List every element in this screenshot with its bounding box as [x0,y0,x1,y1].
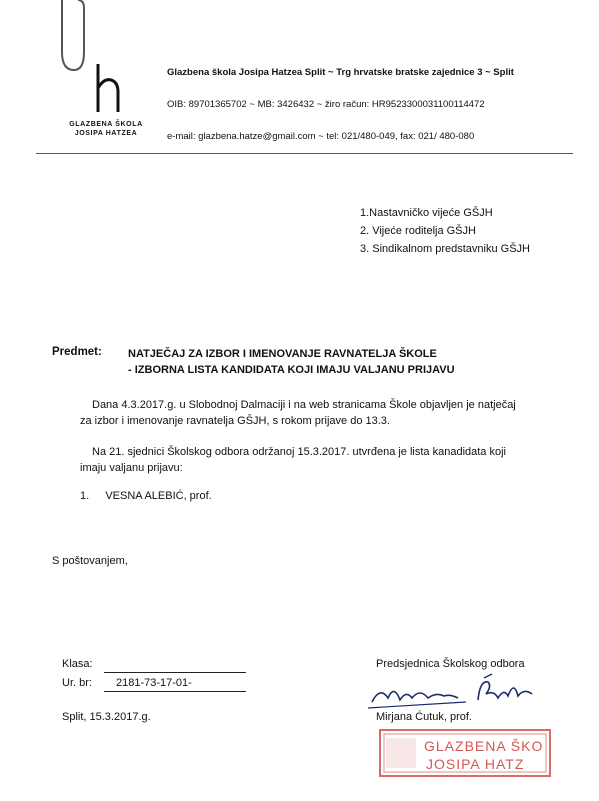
header-address: Glazbena škola Josipa Hatzea Split ~ Trg hrvatske bratske zajednice 3 ~ Split [167,67,514,78]
paragraph-1-line1: Dana 4.3.2017.g. u Slobodnoj Dalmaciji i na web stranicama Škole objavljen je natječaj [92,399,516,411]
paperclip-icon [52,0,92,80]
paragraph-2-line2: imaju valjanu prijavu: [80,462,183,474]
recipient-list [360,204,530,258]
svg-text:JOSIPA HATZ: JOSIPA HATZ [426,756,525,772]
urbr-label: Ur. br: [62,677,92,689]
candidate-item [80,490,212,502]
candidate-number: 1. [80,490,90,502]
handwritten-signature-icon [366,672,546,712]
urbr-line [104,691,246,692]
signatory-name: Mirjana Ćutuk, prof. [376,711,472,723]
school-logo-icon [88,62,128,114]
header-divider [36,153,573,154]
candidate-name: VESNA ALEBIĆ, prof. [105,490,212,502]
school-stamp-icon [378,724,564,780]
header-contact: e-mail: glazbena.hatze@gmail.com ~ tel: 021/480-049, fax: 021/ 480-080 [167,131,475,142]
subject-line2: - IZBORNA LISTA KANDIDATA KOJI IMAJU VALJANU PRIJAVU [128,364,455,376]
place-date: Split, 15.3.2017.g. [62,711,151,723]
recipient-1: 1.Nastavničko vijeće GŠJH [360,207,493,219]
subject-label: Predmet: [52,346,102,358]
signatory-title: Predsjednica Školskog odbora [376,658,525,670]
klasa-label: Klasa: [62,658,93,670]
paragraph-1 [80,397,516,429]
recipient-3: 3. Sindikalnom predstavniku GŠJH [360,243,530,255]
paragraph-2 [80,444,506,476]
subject-line1: NATJEČAJ ZA IZBOR I IMENOVANJE RAVNATELJA ŠKOLE [128,348,437,360]
logo-text [66,120,146,138]
subject [128,346,455,378]
logo-line2: JOSIPA HATZEA [74,130,138,137]
svg-text:GLAZBENA ŠKO: GLAZBENA ŠKO [424,738,544,754]
urbr-value: 2181-73-17-01- [116,677,192,689]
klasa-line [104,672,246,673]
paragraph-1-line2: za izbor i imenovanje ravnatelja GŠJH, s rokom prijave do 13.3. [80,415,390,427]
closing: S poštovanjem, [52,555,128,567]
logo-line1: GLAZBENA ŠKOLA [69,121,143,128]
header-ids: OIB: 89701365702 ~ MB: 3426432 ~ žiro račun: HR9523300031100114472 [167,99,485,110]
paragraph-2-line1: Na 21. sjednici Školskog odbora održanoj 15.3.2017. utvrđena je lista kanadidata koji [92,446,506,458]
recipient-2: 2. Vijeće roditelja GŠJH [360,225,476,237]
